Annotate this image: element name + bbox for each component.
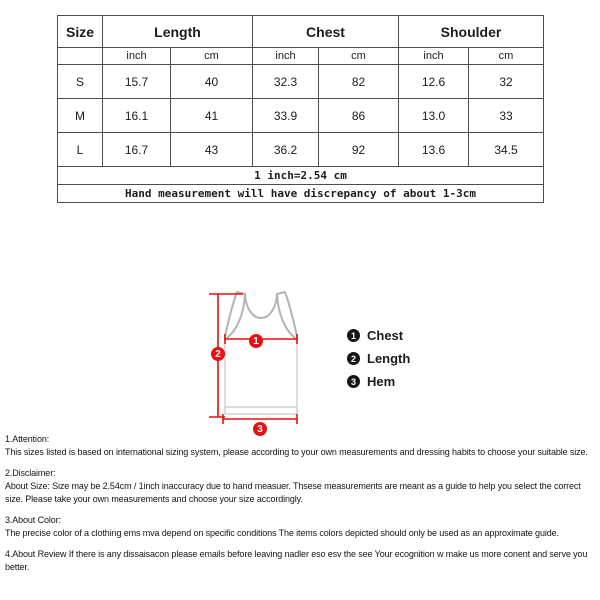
- unit-cell: cm: [469, 48, 544, 65]
- length-measure-line: [209, 294, 243, 417]
- note-body: 4.About Review If there is any dissaisacon please emails before leaving nadler eso esv the see Your ecognition w make us more conent and serve you better.: [5, 549, 588, 572]
- table-unit-row: [58, 48, 544, 65]
- value-cell: 41: [171, 99, 253, 133]
- legend-dot-2: 2: [347, 352, 360, 365]
- table-footnote-row: [58, 185, 544, 203]
- tank-top-measurement-diagram: [195, 286, 307, 438]
- note-title: 3.About Color:: [5, 515, 61, 525]
- note-disclaimer: [5, 467, 595, 506]
- value-cell: 43: [171, 133, 253, 167]
- value-cell: 82: [319, 65, 399, 99]
- hand-measurement-note: Hand measurement will have discrepancy of about 1-3cm: [58, 185, 544, 203]
- legend-item-chest: [347, 329, 410, 342]
- value-cell: 16.1: [103, 99, 171, 133]
- col-header-chest: Chest: [253, 16, 399, 48]
- unit-cell: inch: [103, 48, 171, 65]
- legend-label: Chest: [367, 328, 404, 343]
- note-about-review: [5, 548, 595, 574]
- note-attention: [5, 433, 595, 459]
- note-title: 1.Attention:: [5, 434, 50, 444]
- unit-cell: cm: [171, 48, 253, 65]
- legend-label: Length: [367, 351, 411, 366]
- value-cell: 86: [319, 99, 399, 133]
- value-cell: 16.7: [103, 133, 171, 167]
- table-row-l: [58, 133, 544, 167]
- note-title: 2.Disclaimer:: [5, 468, 56, 478]
- legend-label: Hem: [367, 374, 396, 389]
- value-cell: 32.3: [253, 65, 319, 99]
- size-cell: M: [58, 99, 103, 133]
- table-footnote-row: [58, 167, 544, 185]
- value-cell: 92: [319, 133, 399, 167]
- value-cell: 32: [469, 65, 544, 99]
- value-cell: 15.7: [103, 65, 171, 99]
- length-marker-number: 2: [215, 349, 221, 360]
- table-header-row: [58, 16, 544, 48]
- value-cell: 34.5: [469, 133, 544, 167]
- unit-cell: inch: [253, 48, 319, 65]
- note-body: The precise color of a clothing ems mva depend on specific conditions The items colors depicted should only be used as an approximate guide.: [5, 528, 559, 538]
- conversion-note: 1 inch=2.54 cm: [58, 167, 544, 185]
- unit-cell-empty: [58, 48, 103, 65]
- unit-cell: cm: [319, 48, 399, 65]
- tank-top-outline: [225, 292, 297, 414]
- size-cell: S: [58, 65, 103, 99]
- note-body: About Size: Size may be 2.54cm / 1inch inaccuracy due to hand measuer. Thsese measurements are meant as a guide to help you select the correct size. Please take your own measurements and choose your size accordingly.: [5, 481, 581, 504]
- footer-notes: [5, 433, 595, 582]
- chest-marker-number: 1: [253, 336, 259, 347]
- legend-item-hem: [347, 375, 410, 388]
- table-row-s: [58, 65, 544, 99]
- value-cell: 40: [171, 65, 253, 99]
- measurement-legend: [347, 329, 410, 388]
- unit-cell: inch: [399, 48, 469, 65]
- chest-measure-line: [225, 334, 297, 348]
- value-cell: 33.9: [253, 99, 319, 133]
- value-cell: 13.0: [399, 99, 469, 133]
- value-cell: 36.2: [253, 133, 319, 167]
- table-row-m: [58, 99, 544, 133]
- col-header-shoulder: Shoulder: [399, 16, 544, 48]
- hem-marker-number: 3: [257, 424, 263, 435]
- note-body: This sizes listed is based on international sizing system, please according to your own measurements and dressing habits to choose your suitable size.: [5, 447, 588, 457]
- size-table: [57, 15, 544, 203]
- value-cell: 13.6: [399, 133, 469, 167]
- legend-item-length: [347, 352, 410, 365]
- value-cell: 12.6: [399, 65, 469, 99]
- legend-dot-1: 1: [347, 329, 360, 342]
- legend-dot-3: 3: [347, 375, 360, 388]
- size-cell: L: [58, 133, 103, 167]
- value-cell: 33: [469, 99, 544, 133]
- col-header-length: Length: [103, 16, 253, 48]
- col-header-size: Size: [58, 16, 103, 48]
- note-about-color: [5, 514, 595, 540]
